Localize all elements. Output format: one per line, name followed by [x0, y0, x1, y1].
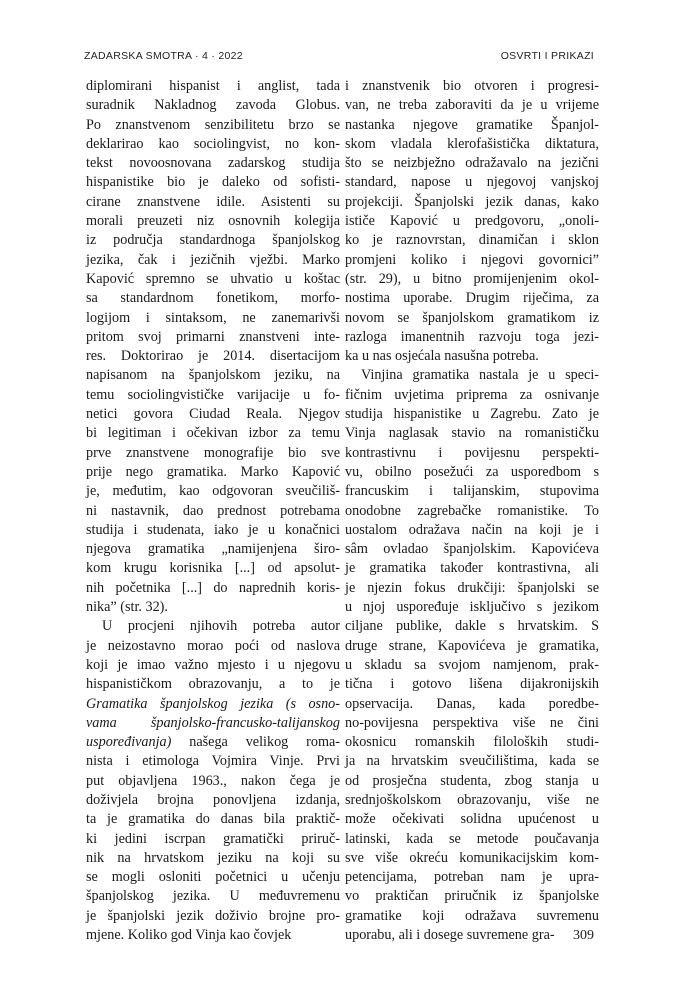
text-line: kom krugu korisnika [...] od apsolut-: [86, 560, 340, 577]
text-line: hispanističkom obrazovanju, a to je: [86, 676, 340, 693]
text-line: res. Doktorirao je 2014. disertacijom: [86, 348, 340, 365]
text-line: opservacija. Danas, kada poredbe-: [345, 695, 599, 712]
text-line: iz područja standardnoga španjolskog: [86, 232, 340, 249]
right-column: [345, 77, 599, 945]
text-line: Po znanstvenom senzibilitetu brzo se: [86, 116, 340, 133]
page-number: 309: [573, 928, 594, 943]
text-line: ta je gramatika do danas bila praktič-: [86, 811, 340, 828]
left-column: [86, 77, 340, 945]
text-line: vo praktičan priručnik iz španjolske: [345, 888, 599, 905]
text-line: standard, napose u njegovoj vanjskoj: [345, 174, 599, 191]
running-header-journal: ZADARSKA SMOTRA · 4 · 2022: [84, 50, 243, 62]
text-line: jezika, čak i jezičnih vježbi. Marko: [86, 251, 340, 268]
text-line: nostima uporabe. Drugim riječima, za: [345, 290, 599, 307]
text-line: u njoj uspoređuje isključivo s jezikom: [345, 599, 599, 616]
text-line: logijom i sintaksom, ne zanemarivši: [86, 309, 340, 326]
text-line: no-povijesna perspektiva više ne čini: [345, 714, 599, 731]
text-line: petencijama, potreban nam je upra-: [345, 869, 599, 886]
text-line: ka u nas osjećala nasušna potreba.: [345, 348, 539, 365]
text-line: francuskim i talijanskim, stupovima: [345, 483, 599, 500]
text-line: nista i etimologa Vojmira Vinje. Prvi: [86, 753, 340, 770]
text-line: i znanstvenik bio otvoren i progresi-: [345, 78, 599, 94]
text-line: latinski, kada se metode poučavanja: [345, 830, 599, 847]
text-line: nik na hrvatskom jeziku na koji su: [86, 849, 340, 866]
text-line: nastanka njegove gramatike Španjol-: [345, 116, 599, 133]
text-line: nika” (str. 32).: [86, 599, 168, 616]
text-line: u skladu sa svojom namjenom, prak-: [345, 656, 599, 673]
text-line: diplomirani hispanist i anglist, tada: [86, 78, 340, 94]
text-line: uporabu, ali i dosege suvremene gra-: [345, 927, 555, 944]
text-line: okosnicu romanskih filoloških studi-: [345, 734, 599, 751]
text-line: pritom svoj primarni znanstveni inte-: [86, 328, 340, 345]
text-line: koji je imao važno mjesto i u njegovu: [86, 656, 340, 673]
text-line: što se neizbježno odražavalo na jezični: [345, 155, 599, 172]
text-line: kontrastivnu i povijesnu perspekti-: [345, 444, 599, 461]
text-line: španjolskog jezika. U međuvremenu: [86, 888, 340, 905]
text-line: deklarirao kao sociolingvist, no kon-: [86, 135, 340, 152]
text-line: sa standardnom fonetikom, morfo-: [86, 290, 340, 307]
text-line: ja na hrvatskim sveučilištima, kada se: [345, 753, 599, 770]
text-line: je njezin fokus drukčiji: španjolski se: [345, 579, 599, 596]
text-line: suradnik Nakladnog zavoda Globus.: [86, 97, 340, 114]
text-line: hispanistike bio je daleko od sofisti-: [86, 174, 340, 191]
text-line: tekst novoosnovana zadarskog studija: [86, 155, 340, 172]
text-line: ko je raznovrstan, dinamičan i sklon: [345, 232, 599, 249]
text-line: projekciji. Španjolski jezik danas, kako: [345, 193, 599, 210]
text-line: U procjeni njihovih potreba autor: [102, 618, 340, 635]
text-line: doživjela brojna ponovljena izdanja,: [86, 791, 340, 808]
text-line: vama španjolsko-francusko-talijanskog: [86, 714, 340, 731]
text-line: prije nego gramatika. Marko Kapović: [86, 463, 340, 480]
text-line: prve znanstvene monografije bio sve: [86, 444, 340, 461]
text-line: je španjolski jezik doživio brojne pro-: [86, 907, 340, 924]
text-line: onodobne zagrebačke romanistike. To: [345, 502, 599, 519]
text-line: ciljane publike, dakle s hrvatskim. S: [345, 618, 599, 635]
text-line: je neizostavno morao poći od naslova: [86, 637, 340, 654]
text-line: može očekivati solidna upućenost u: [345, 811, 599, 828]
text-line: se mogli osloniti početnici u učenju: [86, 869, 340, 886]
text-line: gramatike koji odražava suvremenu: [345, 907, 599, 924]
text-line: studija i studenata, iako je u konačnici: [86, 521, 340, 538]
text-line: tična i gotovo lišena dijakronijskih: [345, 676, 599, 693]
text-line: cirane znanstvene idile. Asistenti su: [86, 193, 340, 210]
text-line: van, ne treba zaboraviti da je u vrijeme: [345, 97, 599, 114]
text-line: sve više okreću komunikacijskim kom-: [345, 849, 599, 866]
text-line: novom se španjolskom gramatikom iz: [345, 309, 599, 326]
text-line: Vinjina gramatika nastala je u speci-: [361, 367, 599, 384]
running-header-section: OSVRTI I PRIKAZI: [500, 50, 594, 62]
text-line: uostalom odražava način na koji je i: [345, 521, 599, 538]
text-line: bi legitiman i očekivan izbor za temu: [86, 425, 340, 442]
text-line: Gramatika španjolskog jezika (s osno-: [86, 695, 340, 712]
text-line: skom vladala klerofašistička diktatura,: [345, 135, 599, 152]
text-line: sâm ovladao španjolskim. Kapovićeva: [345, 541, 599, 558]
text-line: ki jedini iscrpan gramatički priruč-: [86, 830, 340, 847]
text-line: Kapović spremno se uhvatio u koštac: [86, 270, 340, 287]
text-line: ni nastavnik, dao prednost potrebama: [86, 502, 340, 519]
text-line: temu sociolingvističke varijacije u fo-: [86, 386, 340, 403]
text-line: nih početnika [...] do naprednih koris-: [86, 579, 340, 596]
text-line: druge strane, Kapovićeva je gramatika,: [345, 637, 599, 654]
text-line: (str. 29), u bitno promijenjenim okol-: [345, 270, 599, 287]
text-line: ističe Kapović u predgovoru, „onoli-: [345, 213, 599, 230]
text-line: razloga imanentnih razvoju toga jezi-: [345, 328, 599, 345]
text-line: mjene. Koliko god Vinja kao čovjek: [86, 927, 292, 944]
text-line: je gramatika također kontrastivna, ali: [345, 560, 599, 577]
text-line: put objavljena 1963., nakon čega je: [86, 772, 340, 789]
text-line: vu, obilno posežući za usporedbom s: [345, 463, 599, 480]
text-line: netici govora Ciudad Reala. Njegov: [86, 406, 340, 423]
text-line: njegova gramatika „namijenjena širo-: [86, 541, 340, 558]
text-line: promjeni koliko i njegovi govornici”: [345, 251, 599, 268]
text-line: studija hispanistike u Zagrebu. Zato je: [345, 406, 599, 423]
text-line: od prosječna studenta, zbog stanja u: [345, 772, 599, 789]
text-line: je, međutim, kao odgovoran sveučiliš-: [86, 483, 340, 500]
text-line: srednjoškolskom obrazovanju, više ne: [345, 791, 599, 808]
text-line: Vinja naglasak stavio na romanističku: [345, 425, 599, 442]
text-line: napisanom na španjolskom jeziku, na: [86, 367, 340, 384]
text-line: fičnim uvjetima priprema za osnivanje: [345, 386, 599, 403]
text-line: uspoređivanja) našega velikog roma-: [86, 734, 340, 751]
text-line: morali preuzeti niz osnovnih kolegija: [86, 213, 340, 230]
